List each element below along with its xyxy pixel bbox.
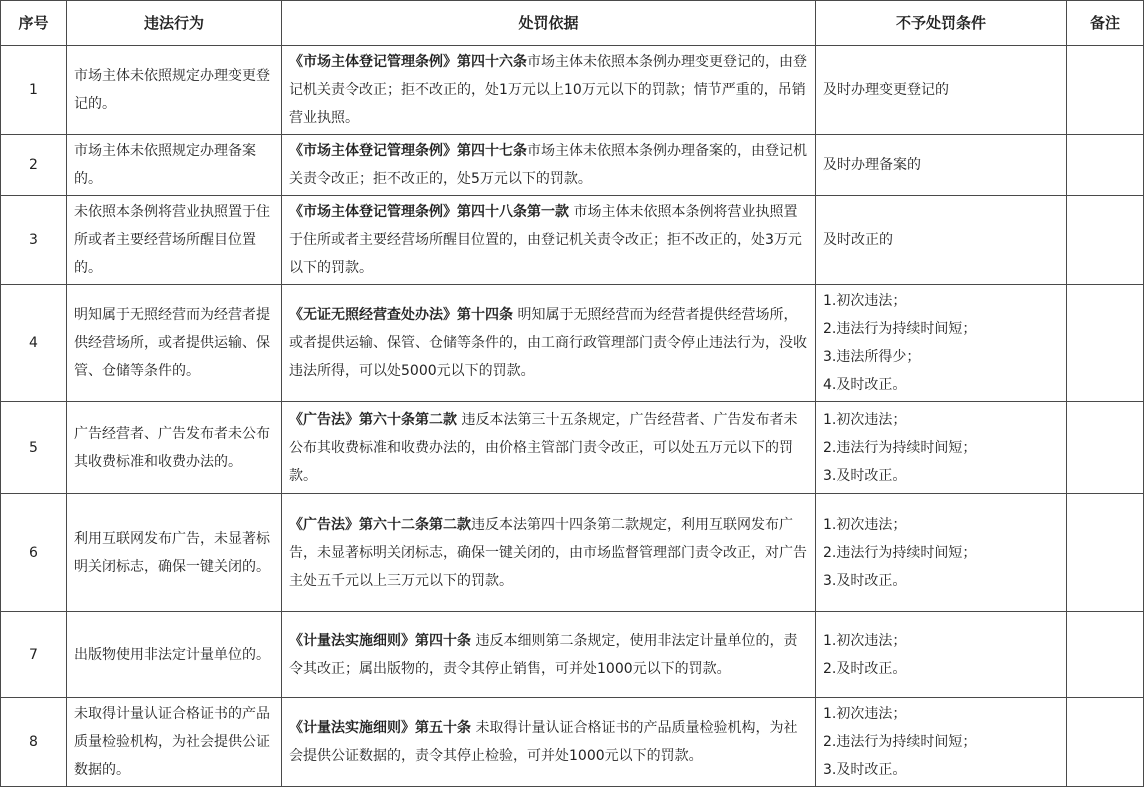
row-conditions (816, 698, 1067, 787)
basis-article: 《无证无照经营查处办法》第十四条 (289, 307, 513, 323)
table-row (1, 46, 1144, 135)
basis-article: 《市场主体登记管理条例》第四十六条 (289, 54, 527, 70)
table-row (1, 494, 1144, 612)
basis-article: 《计量法实施细则》第四十条 (289, 632, 471, 649)
table-row (1, 196, 1144, 285)
row-conditions (816, 494, 1067, 612)
row-note (1067, 196, 1144, 285)
row-conditions (816, 402, 1067, 494)
table-row (1, 612, 1144, 698)
row-note (1067, 402, 1144, 494)
condition-item: 3.及时改正。 (823, 467, 907, 484)
basis-article: 《市场主体登记管理条例》第四十八条第一款 (289, 204, 569, 220)
row-behavior: 市场主体未依照规定办理变更登记的。 (67, 46, 282, 135)
row-behavior: 利用互联网发布广告，未显著标明关闭标志，确保一键关闭的。 (67, 494, 282, 612)
row-behavior: 明知属于无照经营而为经营者提供经营场所，或者提供运输、保管、仓储等条件的。 (67, 285, 282, 402)
row-id: 1 (1, 46, 67, 135)
row-behavior: 未依照本条例将营业执照置于住所或者主要经营场所醒目位置的。 (67, 196, 282, 285)
row-basis (282, 698, 816, 787)
condition-item: 1.初次违法； (823, 632, 907, 649)
row-conditions (816, 135, 1067, 196)
row-basis (282, 135, 816, 196)
row-conditions (816, 46, 1067, 135)
row-id: 5 (1, 402, 67, 494)
condition-item: 1.初次违法； (823, 706, 907, 722)
basis-article: 《广告法》第六十二条第二款 (289, 516, 471, 533)
header-conditions: 不予处罚条件 (816, 1, 1067, 46)
basis-text: 市场主体未依照本条例办理变更登记的，由登记机关责令改正；拒不改正的，处1万元以上10万元以下的罚款；情节严重的，吊销营业执照。 (289, 54, 807, 126)
row-basis (282, 46, 816, 135)
condition-item: 2.违法行为持续时间短； (823, 439, 977, 456)
row-note (1067, 494, 1144, 612)
row-id: 2 (1, 135, 67, 196)
row-id: 7 (1, 612, 67, 698)
row-behavior: 市场主体未依照规定办理备案的。 (67, 135, 282, 196)
row-conditions (816, 196, 1067, 285)
basis-article: 《市场主体登记管理条例》第四十七条 (289, 143, 527, 159)
row-behavior: 广告经营者、广告发布者未公布其收费标准和收费办法的。 (67, 402, 282, 494)
header-basis: 处罚依据 (282, 1, 816, 46)
row-basis (282, 612, 816, 698)
row-id: 4 (1, 285, 67, 402)
table-row (1, 285, 1144, 402)
basis-text: 违反本细则第二条规定，使用非法定计量单位的，责令其改正；属出版物的，责令其停止销售，可并处1000元以下的罚款。 (289, 632, 798, 677)
row-basis (282, 494, 816, 612)
header-note: 备注 (1067, 1, 1144, 46)
row-behavior: 出版物使用非法定计量单位的。 (67, 612, 282, 698)
condition-item: 1.初次违法； (823, 411, 907, 428)
basis-text: 违反本法第四十四条第二款规定，利用互联网发布广告，未显著标明关闭标志，确保一键关闭的，由市场监督管理部门责令改正，对广告主处五千元以上三万元以下的罚款。 (289, 516, 807, 589)
row-note (1067, 46, 1144, 135)
row-basis (282, 285, 816, 402)
row-basis (282, 196, 816, 285)
basis-article: 《广告法》第六十条第二款 (289, 411, 457, 428)
condition-item: 2.违法行为持续时间短； (823, 544, 977, 561)
condition-item: 3.违法所得少； (823, 349, 921, 365)
row-id: 6 (1, 494, 67, 612)
condition-item: 3.及时改正。 (823, 572, 907, 589)
basis-text: 市场主体未依照本条例办理备案的，由登记机关责令改正；拒不改正的，处5万元以下的罚款。 (289, 143, 807, 187)
row-id: 8 (1, 698, 67, 787)
basis-text: 市场主体未依照本条例将营业执照置于住所或者主要经营场所醒目位置的，由登记机关责令改正；拒不改正的，处3万元以下的罚款。 (289, 204, 802, 276)
condition-item: 3.及时改正。 (823, 762, 907, 778)
row-conditions (816, 285, 1067, 402)
condition-item: 2.违法行为持续时间短； (823, 321, 977, 337)
row-note (1067, 612, 1144, 698)
header-id: 序号 (1, 1, 67, 46)
basis-article: 《计量法实施细则》第五十条 (289, 720, 471, 736)
condition-item: 1.初次违法； (823, 293, 907, 309)
row-conditions (816, 612, 1067, 698)
row-note (1067, 285, 1144, 402)
basis-text: 违反本法第三十五条规定，广告经营者、广告发布者未公布其收费标准和收费办法的，由价格主管部门责令改正，可以处五万元以下的罚款。 (289, 411, 798, 484)
row-basis (282, 402, 816, 494)
row-note (1067, 135, 1144, 196)
condition-item: 及时改正的 (823, 232, 893, 248)
basis-text: 未取得计量认证合格证书的产品质量检验机构，为社会提供公证数据的，责令其停止检验，可并处1000元以下的罚款。 (289, 720, 798, 764)
basis-text: 明知属于无照经营而为经营者提供经营场所，或者提供运输、保管、仓储等条件的，由工商行政管理部门责令停止违法行为，没收违法所得，可以处5000元以下的罚款。 (289, 307, 807, 379)
condition-item: 及时办理备案的 (823, 157, 921, 173)
table-row (1, 135, 1144, 196)
row-id: 3 (1, 196, 67, 285)
condition-item: 及时办理变更登记的 (823, 82, 949, 98)
row-behavior: 未取得计量认证合格证书的产品质量检验机构，为社会提供公证数据的。 (67, 698, 282, 787)
table-row (1, 402, 1144, 494)
header-row (1, 1, 1144, 46)
condition-item: 4.及时改正。 (823, 377, 907, 393)
row-note (1067, 698, 1144, 787)
table-row (1, 698, 1144, 787)
header-behavior: 违法行为 (67, 1, 282, 46)
condition-item: 2.及时改正。 (823, 660, 907, 677)
condition-item: 1.初次违法； (823, 516, 907, 533)
condition-item: 2.违法行为持续时间短； (823, 734, 977, 750)
